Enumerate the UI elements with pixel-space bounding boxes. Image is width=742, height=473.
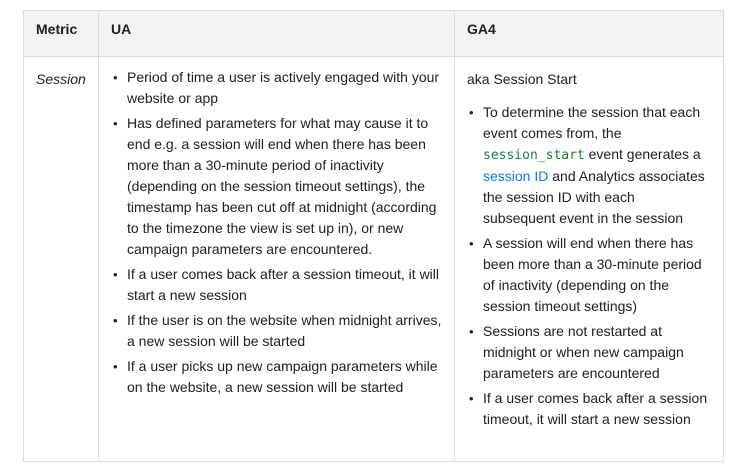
ga4-list-item: • If a user comes back after a session timeout, it will start a new session [483,388,711,430]
ua-cell [99,57,455,461]
ua-list-item: • If a user picks up new campaign parameters while on the website, a new session will be started [127,356,442,398]
header-ga4: GA4 [455,11,723,57]
ua-list-item: • If the user is on the website when midnight arrives, a new session will be started [127,310,442,352]
ga4-list-item: • Sessions are not restarted at midnight or when new campaign parameters are encountered [483,321,711,384]
ua-list-item: • Period of time a user is actively engaged with your website or app [127,67,442,109]
ga4-list-item: • A session will end when there has been more than a 30-minute period of inactivity (depending on the session timeout settings) [483,233,711,317]
session-start-code: session_start [483,148,585,163]
metric-name: Session [36,71,86,87]
ga4-cell [455,57,723,461]
ga4-list [467,102,711,430]
header-metric: Metric [24,11,99,57]
ga4-item-text: and Analytics associates the session ID with each subsequent event in the session [483,168,705,226]
metric-cell [24,57,99,461]
ga4-item-text: event generates a [584,146,701,162]
header-ua: UA [99,11,455,57]
ua-list-item: • Has defined parameters for what may cause it to end e.g. a session will end when there has been more than a 30-minute period of inactivity (depending on the session timeout settings), the timestamp has been cut off at midnight (according to the timezone the view is set up in), or new campaign parameters are encountered. [127,113,442,260]
session-id-link[interactable]: session ID [483,168,549,184]
comparison-table [23,10,724,462]
ga4-item-text: To determine the session that each event comes from, the [483,104,701,141]
ga4-list-item [483,102,711,229]
ua-list-item: • If a user comes back after a session timeout, it will start a new session [127,264,442,306]
ua-list [111,67,442,398]
ga4-lead-text: aka Session Start [467,71,577,87]
